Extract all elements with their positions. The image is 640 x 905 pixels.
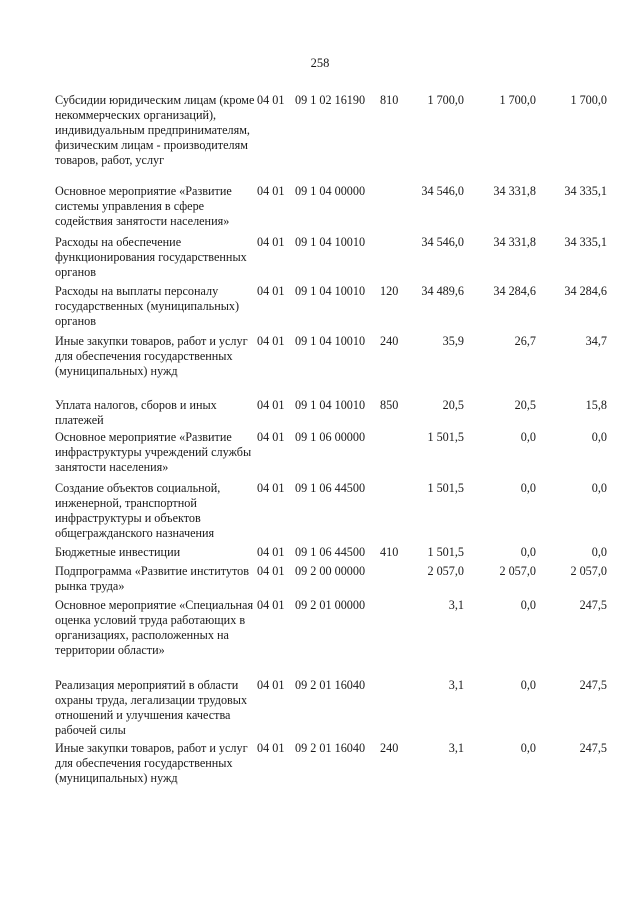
row-name: Иные закупки товаров, работ и услуг для обеспечения государственных (муниципальных) нужд xyxy=(55,334,248,378)
row-target-article: 09 2 01 16040 xyxy=(295,678,366,692)
row-section: 04 01 xyxy=(257,284,285,298)
row-section: 04 01 xyxy=(257,481,285,495)
row-value-2: 0,0 xyxy=(520,430,536,444)
row-value-3: 15,8 xyxy=(585,398,607,412)
row-target-article: 09 1 04 10010 xyxy=(295,235,366,249)
row-value-1: 1 501,5 xyxy=(427,481,464,495)
row-section: 04 01 xyxy=(257,398,285,412)
row-name: Основное мероприятие «Специальная оценка условий труда работающих в организациях, расположенных на территории области» xyxy=(55,598,254,657)
page-number: 258 xyxy=(310,56,330,70)
row-value-1: 1 501,5 xyxy=(427,430,464,444)
row-name: Расходы на обеспечение функционирования государственных органов xyxy=(55,235,247,279)
row-name: Создание объектов социальной, инженерной, транспортной инфраструктуры и объектов общегражданского назначения xyxy=(55,481,221,540)
row-section: 04 01 xyxy=(257,93,285,107)
row-target-article: 09 1 04 10010 xyxy=(295,398,366,412)
row-target-article: 09 1 06 44500 xyxy=(295,545,366,559)
row-section: 04 01 xyxy=(257,564,285,578)
row-expense-type: 120 xyxy=(380,284,399,298)
row-name: Основное мероприятие «Развитие инфраструктуры учреждений службы занятости населения» xyxy=(55,430,252,474)
row-name: Бюджетные инвестиции xyxy=(55,545,181,559)
row-value-3: 2 057,0 xyxy=(570,564,607,578)
row-value-2: 0,0 xyxy=(520,678,536,692)
row-value-2: 0,0 xyxy=(520,741,536,755)
row-value-3: 34 284,6 xyxy=(564,284,607,298)
row-value-2: 2 057,0 xyxy=(499,564,536,578)
row-value-3: 34 335,1 xyxy=(564,235,607,249)
row-value-3: 247,5 xyxy=(579,741,607,755)
row-value-2: 26,7 xyxy=(514,334,536,348)
row-target-article: 09 1 02 16190 xyxy=(295,93,366,107)
row-value-3: 0,0 xyxy=(591,430,607,444)
row-name: Уплата налогов, сборов и иных платежей xyxy=(55,398,217,427)
row-target-article: 09 2 01 16040 xyxy=(295,741,366,755)
row-value-3: 247,5 xyxy=(579,678,607,692)
row-target-article: 09 2 00 00000 xyxy=(295,564,366,578)
row-value-3: 34 335,1 xyxy=(564,184,607,198)
row-value-2: 34 284,6 xyxy=(493,284,536,298)
row-target-article: 09 1 04 10010 xyxy=(295,334,366,348)
row-value-2: 34 331,8 xyxy=(493,184,536,198)
row-value-3: 247,5 xyxy=(579,598,607,612)
row-section: 04 01 xyxy=(257,598,285,612)
row-name: Реализация мероприятий в области охраны труда, легализации трудовых отношений и улучшения качества рабочей силы xyxy=(55,678,248,737)
row-target-article: 09 2 01 00000 xyxy=(295,598,366,612)
row-expense-type: 810 xyxy=(380,93,399,107)
row-expense-type: 410 xyxy=(380,545,399,559)
row-expense-type: 240 xyxy=(380,741,399,755)
row-value-1: 35,9 xyxy=(442,334,464,348)
row-section: 04 01 xyxy=(257,545,285,559)
row-value-1: 20,5 xyxy=(442,398,464,412)
row-expense-type: 240 xyxy=(380,334,399,348)
row-target-article: 09 1 06 44500 xyxy=(295,481,366,495)
row-value-2: 1 700,0 xyxy=(499,93,536,107)
row-value-1: 2 057,0 xyxy=(427,564,464,578)
row-name: Основное мероприятие «Развитие системы управления в сфере содействия занятости населения» xyxy=(55,184,232,228)
row-value-1: 3,1 xyxy=(448,598,464,612)
row-name: Расходы на выплаты персоналу государственных (муниципальных) органов xyxy=(55,284,240,328)
row-value-2: 0,0 xyxy=(520,598,536,612)
row-value-1: 34 546,0 xyxy=(421,235,464,249)
row-value-1: 34 546,0 xyxy=(421,184,464,198)
row-value-3: 0,0 xyxy=(591,545,607,559)
row-value-1: 1 501,5 xyxy=(427,545,464,559)
row-target-article: 09 1 04 00000 xyxy=(295,184,366,198)
row-value-2: 34 331,8 xyxy=(493,235,536,249)
row-value-2: 0,0 xyxy=(520,545,536,559)
row-name: Подпрограмма «Развитие институтов рынка труда» xyxy=(55,564,250,593)
row-expense-type: 850 xyxy=(380,398,399,412)
row-value-1: 3,1 xyxy=(448,678,464,692)
row-value-1: 1 700,0 xyxy=(427,93,464,107)
row-section: 04 01 xyxy=(257,678,285,692)
row-value-3: 34,7 xyxy=(585,334,607,348)
row-value-2: 20,5 xyxy=(514,398,536,412)
row-section: 04 01 xyxy=(257,741,285,755)
row-section: 04 01 xyxy=(257,334,285,348)
row-target-article: 09 1 04 10010 xyxy=(295,284,366,298)
row-value-2: 0,0 xyxy=(520,481,536,495)
row-name: Иные закупки товаров, работ и услуг для обеспечения государственных (муниципальных) нужд xyxy=(55,741,248,785)
row-section: 04 01 xyxy=(257,430,285,444)
row-section: 04 01 xyxy=(257,184,285,198)
row-value-3: 1 700,0 xyxy=(570,93,607,107)
row-value-1: 3,1 xyxy=(448,741,464,755)
row-section: 04 01 xyxy=(257,235,285,249)
row-value-1: 34 489,6 xyxy=(421,284,464,298)
row-value-3: 0,0 xyxy=(591,481,607,495)
row-target-article: 09 1 06 00000 xyxy=(295,430,366,444)
row-name: Субсидии юридическим лицам (кроме некоммерческих организаций), индивидуальным предпринимателям, физическим лицам - производителям товаров, работ, услуг xyxy=(55,93,255,167)
